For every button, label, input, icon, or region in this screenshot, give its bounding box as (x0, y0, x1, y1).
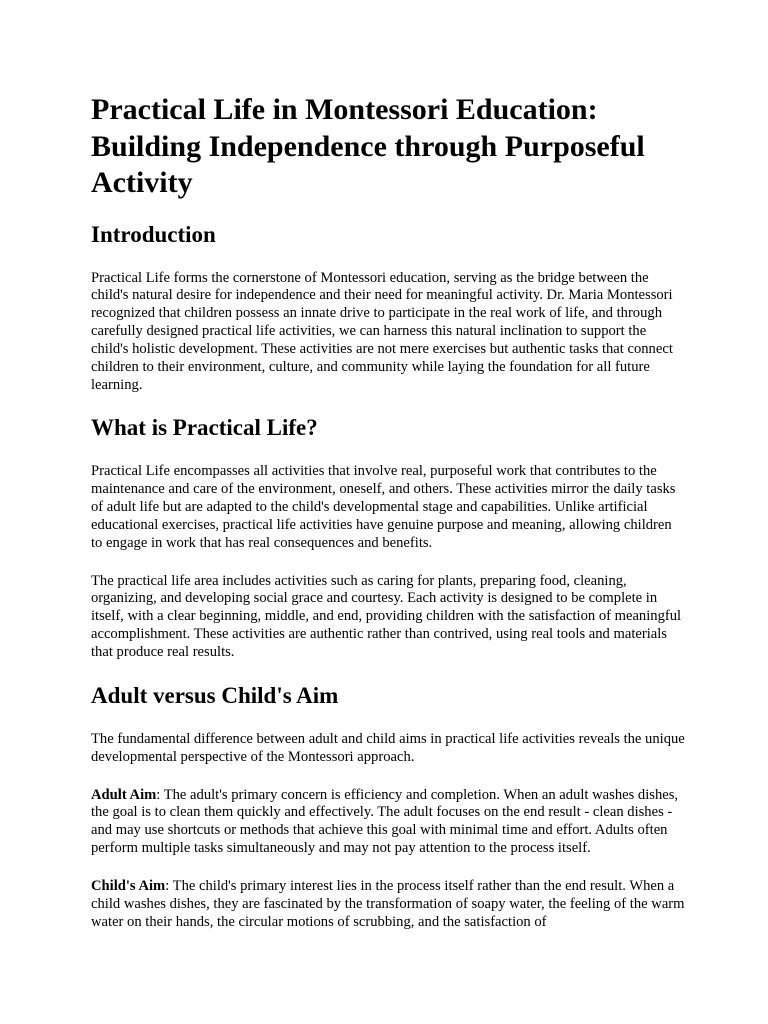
child-aim-paragraph (91, 878, 685, 932)
adult-vs-child-intro-paragraph: The fundamental difference between adult and child aims in practical life activities reveals the unique developmental perspective of the Montessori approach. (91, 730, 685, 765)
adult-aim-paragraph (91, 787, 685, 858)
document-page (91, 92, 685, 931)
adult-aim-text: : The adult's primary concern is efficiency and completion. When an adult washes dishes, the goal is to clean them quickly and effectively. The adult focuses on the end result - clean dishes - and may use shortcuts or methods that achieve this goal with minimal time and effort. Adults often perform multiple tasks simultaneously and may not pay attention to the process itself. (91, 786, 679, 857)
section-adult-vs-child (91, 682, 685, 932)
section-heading-what-is-practical-life: What is Practical Life? (91, 415, 318, 441)
what-is-practical-life-paragraph-1: Practical Life encompasses all activities that involve real, purposeful work that contributes to the maintenance and care of the environment, oneself, and others. These activities mirror the daily tasks of adult life but are adapted to the child's developmental stage and capabilities. Unlike artificial educational exercises, practical life activities have genuine purpose and meaning, allowing children to engage in work that has real consequences and benefits. (91, 463, 676, 551)
section-introduction (91, 221, 685, 395)
section-what-is-practical-life (91, 414, 685, 661)
what-is-practical-life-paragraph-2: The practical life area includes activities such as caring for plants, preparing food, cleaning, organizing, and developing social grace and courtesy. Each activity is designed to be complete in itself, with a clear beginning, middle, and end, providing children with the satisfaction of meaningful accomplishment. These activities are authentic rather than contrived, using real tools and materials that produce real results. (91, 572, 682, 660)
section-heading-adult-vs-child: Adult versus Child's Aim (91, 682, 339, 708)
section-heading-introduction: Introduction (91, 221, 216, 247)
introduction-paragraph: Practical Life forms the cornerstone of Montessori education, serving as the bridge between the child's natural desire for independence and their need for meaningful activity. Dr. Maria Montessori recognized that children possess an innate drive to participate in the real work of life, and through carefully designed practical life activities, we can harness this natural inclination to support the child's holistic development. These activities are not mere exercises but authentic tasks that connect children to their environment, culture, and community while laying the foundation for all future learning. (91, 269, 673, 393)
adult-aim-label: Adult Aim (91, 786, 157, 803)
child-aim-text: : The child's primary interest lies in the process itself rather than the end result. When a child washes dishes, they are fascinated by the transformation of soapy water, the feeling of the warm water on their hands, the circular motions of scrubbing, and the satisfaction of (91, 877, 685, 930)
document-title: Practical Life in Montessori Education: Building Independence through Purposeful Activity (91, 93, 645, 199)
child-aim-label: Child's Aim (91, 877, 166, 894)
